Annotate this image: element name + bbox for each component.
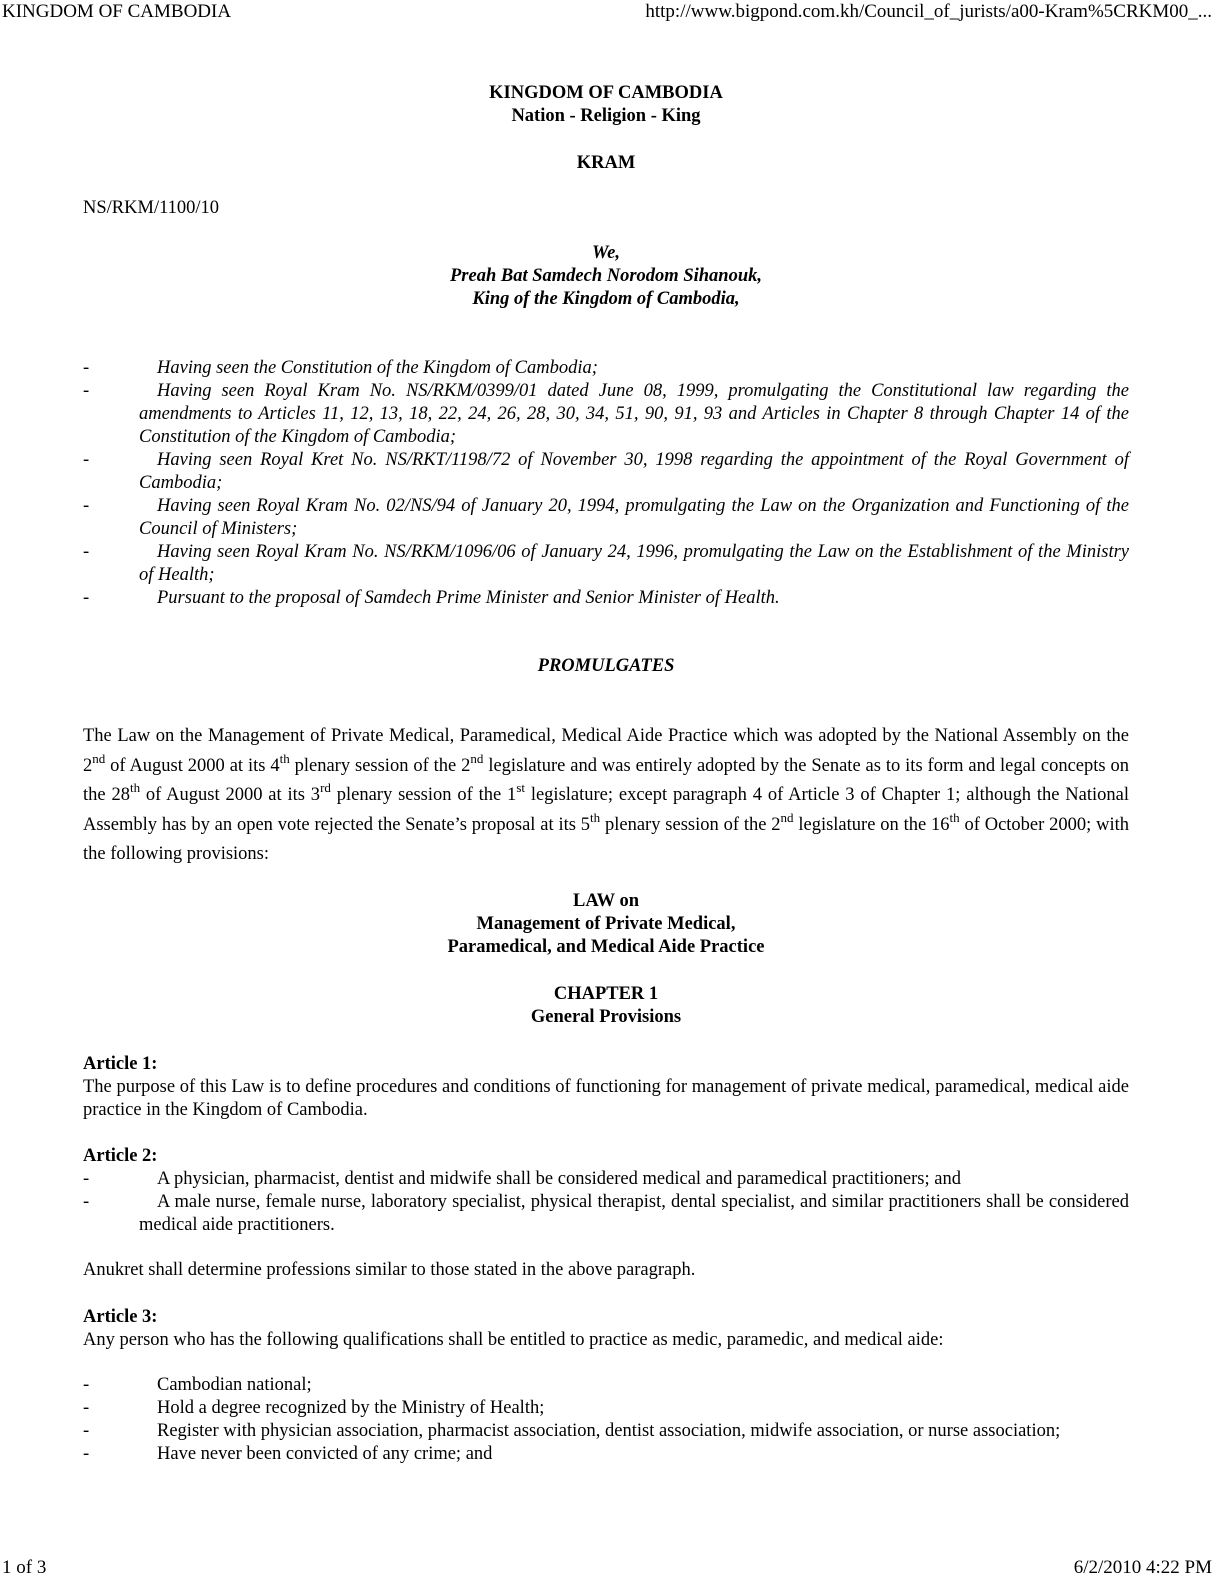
preamble-item: - Having seen Royal Kram No. 02/NS/94 of January 20, 1994, promulgating the Law on the Organization and Functioning of the Council of Ministers; <box>83 496 1129 539</box>
promulgates-heading: PROMULGATES <box>537 656 675 676</box>
preamble-item: - Having seen Royal Kram No. NS/RKM/1096/06 of January 24, 1996, promulgating the Law on the Establishment of the Ministry of Health; <box>83 542 1129 585</box>
article-1: Article 1: The purpose of this Law is to define procedures and conditions of functioning for management of private medical, paramedical, medical aide practice in the Kingdom of Cambodia. <box>83 1053 1129 1120</box>
preamble-item: - Having seen the Constitution of the Kingdom of Cambodia; <box>83 358 598 378</box>
print-header-url: http://www.bigpond.com.kh/Council_of_jurists/a00-Kram%5CRKM00_... <box>645 1 1212 22</box>
preamble-list <box>83 357 1129 610</box>
list-item: - Have never been convicted of any crime; and <box>83 1443 493 1464</box>
list-item: - Register with physician association, pharmacist association, dentist association, midwife association, or nurse association; <box>83 1420 1061 1441</box>
we-line: We, <box>592 243 620 263</box>
print-header-title: KINGDOM OF CAMBODIA <box>2 1 232 22</box>
reference-number: NS/RKM/1100/10 <box>83 198 220 218</box>
print-timestamp: 6/2/2010 4:22 PM <box>1073 1557 1212 1578</box>
intro-paragraph: The Law on the Management of Private Medical, Paramedical, Medical Aide Practice which was adopted by the National Assembly on the 2nd of August 2000 at its 4th plenary session of the 2nd legislature and was entirely adopted by the Senate as to its form and legal concepts on the 28th of August 2000 at its 3rd plenary session of the 1st legislature; except paragraph 4 of Article 3 of Chapter 1; although the National Assembly has by an open vote rejected the Senate’s proposal at its 5th plenary session of the 2nd legislature on the 16th of October 2000; with the following provisions: <box>83 726 1130 864</box>
preamble-item: - Pursuant to the proposal of Samdech Prime Minister and Senior Minister of Health. <box>83 588 780 608</box>
document-body <box>83 82 1129 1466</box>
law-title: LAW on Management of Private Medical, Paramedical, and Medical Aide Practice <box>447 890 765 957</box>
article-2-note: Anukret shall determine professions similar to those stated in the above paragraph. <box>83 1259 696 1280</box>
motto: Nation - Religion - King <box>511 106 701 126</box>
kingdom-heading: KINGDOM OF CAMBODIA <box>489 83 723 103</box>
kram-heading: KRAM <box>576 153 636 173</box>
list-item: - A male nurse, female nurse, laboratory specialist, physical therapist, dental specialist, and similar practitioners shall be considered medical aide practitioners. <box>83 1191 1129 1235</box>
chapter-heading: CHAPTER 1 General Provisions <box>530 983 682 1027</box>
article-3: Article 3: Any person who has the following qualifications shall be entitled to practice as medic, paramedic, and medical aide: - Cambodian national; - Hold a degree recognized by the Ministry of Health; - Register with physician association, pharmacist association, dentist association, midwife association, or nurse association; - Have never been convicted of any crime; and <box>83 1306 1129 1466</box>
preamble-item: - Having seen Royal Kret No. NS/RKT/1198/72 of November 30, 1998 regarding the appointment of the Royal Government of Cambodia; <box>83 450 1129 493</box>
list-item: - Hold a degree recognized by the Ministry of Health; <box>83 1397 545 1418</box>
article-2: Article 2: - A physician, pharmacist, dentist and midwife shall be considered medical and paramedical practitioners; and - A male nurse, female nurse, laboratory specialist, physical therapist, dental specialist, and similar practitioners shall be considered medical aide practitioners. Anukret shall determine professions similar to those stated in the above paragraph. <box>83 1145 1129 1280</box>
king-name: Preah Bat Samdech Norodom Sihanouk, <box>450 266 762 286</box>
page-count: 1 of 3 <box>2 1557 47 1578</box>
list-item: - A physician, pharmacist, dentist and midwife shall be considered medical and paramedical practitioners; and <box>83 1168 961 1189</box>
preamble-item: - Having seen Royal Kram No. NS/RKM/0399/01 dated June 08, 1999, promulgating the Constitutional law regarding the amendments to Articles 11, 12, 13, 18, 22, 24, 26, 28, 30, 34, 51, 90, 91, 93 and Articles in Chapter 8 through Chapter 14 of the Constitution of the Kingdom of Cambodia; <box>83 381 1129 447</box>
list-item: - Cambodian national; <box>83 1374 312 1395</box>
king-title: King of the Kingdom of Cambodia, <box>472 289 740 309</box>
